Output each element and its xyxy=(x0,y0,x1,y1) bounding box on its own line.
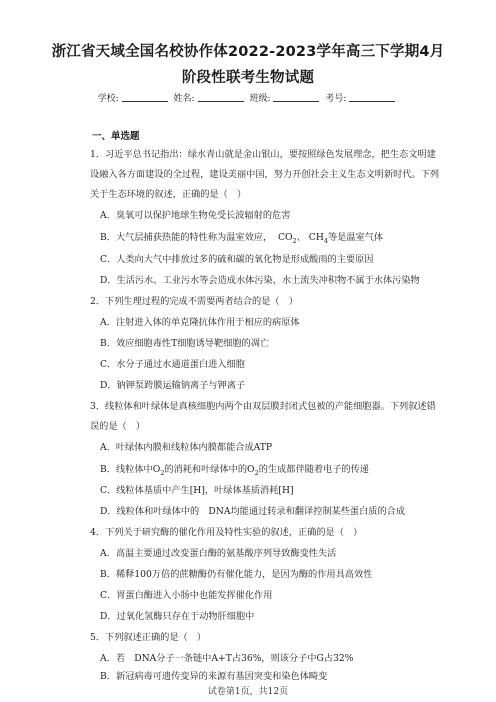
exam-number-label: 考号: xyxy=(325,94,347,104)
name-label: 姓名: xyxy=(173,94,195,104)
q5-option-b: B．新冠病毒可遗传变异的来源有基因突变和染色体畸变 xyxy=(100,671,328,682)
school-label: 学校: xyxy=(97,94,119,104)
q1-option-c: C．人类向大气中排放过多的硫和碳的氧化物是形成酸雨的主要原因 xyxy=(100,254,374,265)
q3-stem-line-2: 误的是（ ） xyxy=(90,421,146,432)
q5-option-a: A．若 DNA分子一条链中A+T占36%，则该分子中G占32% xyxy=(100,653,354,664)
q1-option-d: D．生活污水、工业污水等会造成水体污染，水土流失冲积物不属于水体污染物 xyxy=(100,275,420,286)
q3-option-a: A．叶绿体内膜和线粒体内膜都能合成ATP xyxy=(100,442,273,453)
q2-option-c: C．水分子通过水通道蛋白进入细胞 xyxy=(100,359,245,370)
q4-stem: 4．下列关于研究酶的催化作用及特性实验的叙述，正确的是（ ） xyxy=(90,527,363,538)
page-footer: 试卷第1页，共12页 xyxy=(207,687,289,697)
student-info-row xyxy=(0,91,496,104)
q2-stem: 2．下列生理过程的完成不需要两者结合的是（ ） xyxy=(90,296,298,307)
q4-option-c: C．胃蛋白酶进入小肠中也能发挥催化作用 xyxy=(100,590,273,601)
q4-option-a: A．高温主要通过改变蛋白酶的氨基酸序列导致酶变性失活 xyxy=(100,548,337,559)
exam-title-line-2: 阶段性联考生物试题 xyxy=(181,70,315,86)
q3-option-d: D．线粒体和叶绿体中的 DNA均能通过转录和翻译控制某些蛋白质的合成 xyxy=(100,506,406,517)
school-blank xyxy=(122,93,168,102)
q1-stem-line-1: 1．习近平总书记指出：绿水青山就是金山银山，要按照绿色发展理念，把生态文明建 xyxy=(90,149,436,160)
section-heading: 一、单选题 xyxy=(92,131,140,142)
q3-option-c: C．线粒体基质中产生[H]，叶绿体基质消耗[H] xyxy=(100,485,294,496)
q2-option-b: B．效应细胞毒性T细胞诱导靶细胞的凋亡 xyxy=(100,338,270,349)
q1-option-a: A．臭氧可以保护地球生物免受长波辐射的危害 xyxy=(100,210,291,221)
q3-option-b: B．线粒体中$O_2$的消耗和叶绿体中的$O_2$的生成都伴随着电子的传递 xyxy=(100,464,369,477)
q1-stem-line-3: 关于生态环境的叙述，正确的是（ ） xyxy=(90,189,247,200)
q3-stem-line-1: 3．线粒体和叶绿体是真核细胞内两个由双层膜封闭式包被的产能细胞器。下列叙述错 xyxy=(90,401,436,412)
q1-stem-line-2: 设融入各方面建设的全过程，建设美丽中国，努力开创社会主义生态文明新时代。下列 xyxy=(90,169,440,180)
q2-option-a: A．注射进入体的单克隆抗体作用于相应的病原体 xyxy=(100,317,300,328)
class-blank xyxy=(273,93,319,102)
q5-stem: 5．下列叙述正确的是（ ） xyxy=(90,632,207,643)
q4-option-b: B．稀释100万倍的蔗糖酶仍有催化能力，是因为酶的作用具高效性 xyxy=(100,569,373,580)
exam-title-line-1: 浙江省天域全国名校协作体2022-2023学年高三下学期4月 xyxy=(51,44,445,60)
exam-number-blank xyxy=(349,93,395,102)
class-label: 班级: xyxy=(249,94,271,104)
q1-option-b: B．大气层捕获热能的特性称为温室效应， $CO_2$、 $CH_4$等是温室气体 xyxy=(100,232,384,245)
q2-option-d: D．钠钾泵跨膜运输钠离子与钾离子 xyxy=(100,380,246,391)
name-blank xyxy=(198,93,244,102)
q4-option-d: D．过氧化氢酶只存在于动物肝细胞中 xyxy=(100,611,255,622)
